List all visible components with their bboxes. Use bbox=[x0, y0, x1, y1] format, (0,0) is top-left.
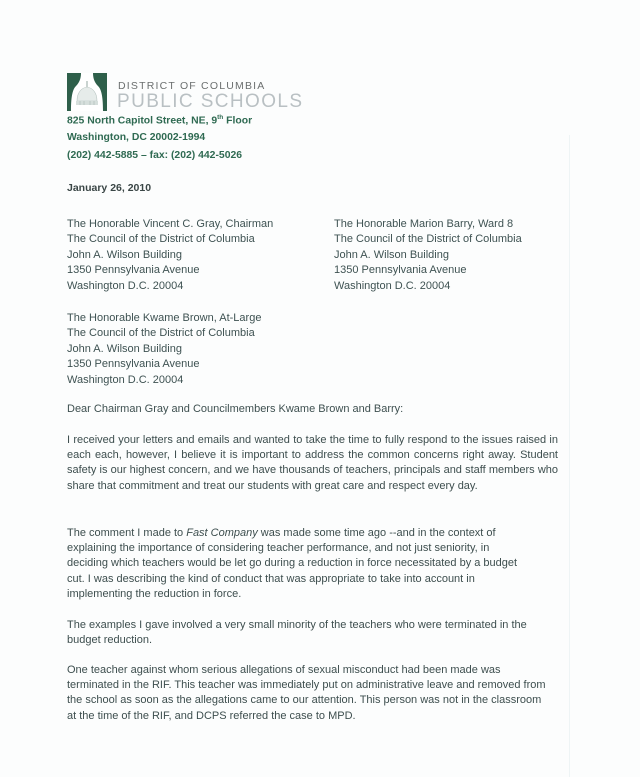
letterhead-street bbox=[67, 114, 252, 126]
recipient-line: 1350 Pennsylvania Avenue bbox=[67, 264, 200, 277]
body-paragraph: The examples I gave involved a very small minority of the teachers who were terminated in the budget reduction. bbox=[67, 619, 527, 647]
publication-title: Fast Company bbox=[186, 527, 258, 539]
recipient-line: John A. Wilson Building bbox=[67, 342, 182, 355]
recipient-line: Washington D.C. 20004 bbox=[67, 279, 184, 292]
street-ordinal-suffix: th bbox=[217, 114, 224, 121]
body-paragraph: I received your letters and emails and wanted to take the time to fully respond to the issues raised in each each, however, I believe it is important to address the common concerns right away. Student safety is our highest concern, and we have thousands of teachers, principals and staff members who share that commitment and treat our students with great care and respect every day. bbox=[67, 434, 558, 492]
recipient-line: The Honorable Vincent C. Gray, Chairman bbox=[67, 218, 274, 230]
recipient-line: The Council of the District of Columbia bbox=[67, 233, 255, 246]
recipient-line: The Council of the District of Columbia bbox=[67, 327, 255, 340]
letterhead-city: Washington, DC 20002-1994 bbox=[67, 132, 206, 143]
recipient-address-block bbox=[334, 217, 522, 294]
paragraph-text: was made some time ago --and in the context of explaining the importance of considering teacher performance, and not just seniority, in deciding which teachers would be let go during a reduction in force necessitated by a budget cut. I was describing the kind of conduct that was appropriate to take into account in implementing the reduction in force. bbox=[67, 527, 518, 600]
letterhead-phone: (202) 442-5885 – fax: (202) 442-5026 bbox=[67, 150, 243, 161]
recipient-line: John A. Wilson Building bbox=[334, 248, 449, 261]
street-text: 825 North Capitol Street, NE, 9 bbox=[67, 115, 218, 127]
recipient-address-block bbox=[67, 311, 261, 388]
recipient-line: Washington D.C. 20004 bbox=[67, 373, 184, 386]
salutation: Dear Chairman Gray and Councilmembers Kwame Brown and Barry: bbox=[67, 403, 404, 415]
recipient-address-block bbox=[67, 217, 273, 294]
recipient-line: 1350 Pennsylvania Avenue bbox=[67, 358, 200, 371]
recipient-line: John A. Wilson Building bbox=[67, 248, 182, 261]
recipient-line: The Council of the District of Columbia bbox=[334, 233, 522, 246]
body-paragraph bbox=[67, 526, 527, 602]
recipient-line: The Honorable Kwame Brown, At-Large bbox=[67, 312, 262, 324]
page-edge-line bbox=[569, 135, 570, 777]
paragraph-text: The comment I made to bbox=[67, 527, 187, 539]
org-name-line2: PUBLIC SCHOOLS bbox=[117, 91, 304, 112]
recipient-line: 1350 Pennsylvania Avenue bbox=[334, 264, 467, 277]
recipient-line: Washington D.C. 20004 bbox=[334, 279, 451, 292]
org-name-line1: DISTRICT OF COLUMBIA bbox=[118, 80, 266, 92]
street-floor: Floor bbox=[223, 115, 253, 127]
letter-date: January 26, 2010 bbox=[67, 182, 152, 194]
body-paragraph: One teacher against whom serious allegations of sexual misconduct had been made was terminated in the RIF. This teacher was immediately put on administrative leave and removed from the school as soon as the allegations came to our attention. This person was not in the classroom at the time of the RIF, and DCPS referred the case to MPD. bbox=[67, 664, 546, 722]
recipient-line: The Honorable Marion Barry, Ward 8 bbox=[334, 218, 514, 230]
capitol-dome-icon bbox=[67, 73, 107, 111]
